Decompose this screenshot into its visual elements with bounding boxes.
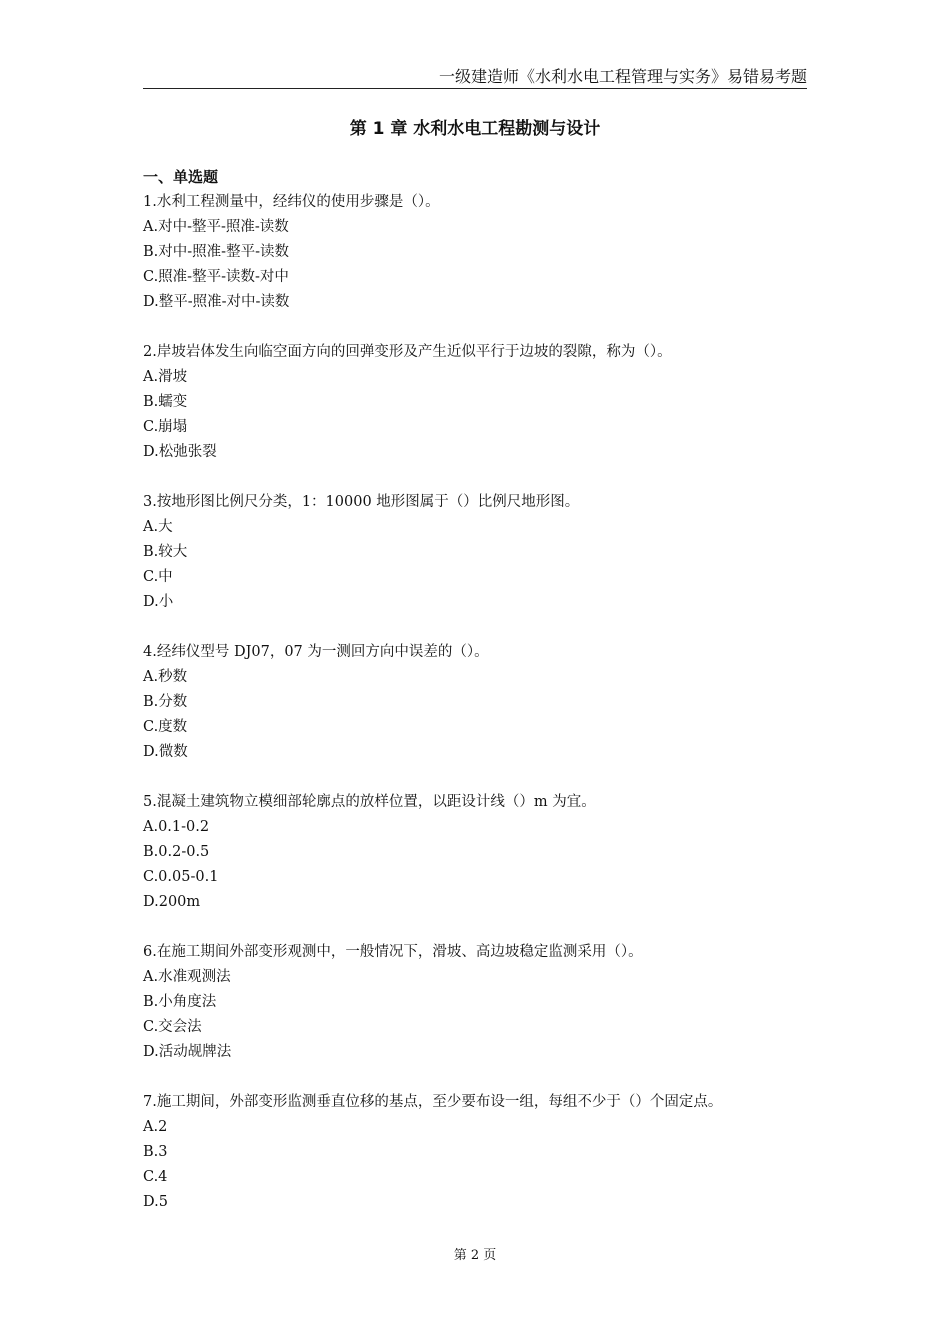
option-a: A.滑坡 <box>143 369 188 385</box>
option-a: A.2 <box>143 1119 168 1135</box>
question-text: 7.施工期间，外部变形监测垂直位移的基点，至少要布设一组，每组不少于（）个固定点。 <box>143 1094 723 1110</box>
page-header <box>143 66 807 89</box>
page-number: 第 2 页 <box>453 1248 497 1263</box>
header-title: 一级建造师《水利水电工程管理与实务》易错易考题 <box>438 67 807 86</box>
option-a: A.秒数 <box>143 669 188 685</box>
option-c: C.0.05-0.1 <box>143 869 219 885</box>
option-a: A.对中-整平-照准-读数 <box>143 219 289 235</box>
option-c: C.交会法 <box>143 1019 202 1035</box>
option-d: D.松弛张裂 <box>143 444 217 460</box>
question-text: 2.岸坡岩体发生向临空面方向的回弹变形及产生近似平行于边坡的裂隙，称为（）。 <box>143 344 672 360</box>
question-text: 6.在施工期间外部变形观测中，一般情况下，滑坡、高边坡稳定监测采用（）。 <box>143 944 643 960</box>
option-b: B.较大 <box>143 544 188 560</box>
option-c: C.照准-整平-读数-对中 <box>143 269 289 285</box>
document-body <box>143 165 823 1240</box>
question-2 <box>143 340 823 465</box>
option-d: D.活动觇牌法 <box>143 1044 232 1060</box>
option-a: A.0.1-0.2 <box>143 819 210 835</box>
option-d: D.整平-照准-对中-读数 <box>143 294 290 310</box>
question-text: 3.按地形图比例尺分类，1：10000 地形图属于（）比例尺地形图。 <box>143 494 580 510</box>
option-d: D.5 <box>143 1194 168 1210</box>
option-c: C.4 <box>143 1169 168 1185</box>
question-3 <box>143 490 823 615</box>
option-b: B.对中-照准-整平-读数 <box>143 244 289 260</box>
question-5 <box>143 790 823 915</box>
option-b: B.小角度法 <box>143 994 217 1010</box>
question-1 <box>143 190 823 315</box>
option-b: B.0.2-0.5 <box>143 844 210 860</box>
option-b: B.3 <box>143 1144 168 1160</box>
question-text: 5.混凝土建筑物立模细部轮廓点的放样位置，以距设计线（）m 为宜。 <box>143 794 596 810</box>
option-a: A.大 <box>143 519 173 535</box>
option-c: C.崩塌 <box>143 419 188 435</box>
option-d: D.微数 <box>143 744 188 760</box>
option-d: D.小 <box>143 594 174 610</box>
chapter-title: 第 1 章 水利水电工程勘测与设计 <box>349 119 601 139</box>
option-c: C.中 <box>143 569 173 585</box>
option-a: A.水准观测法 <box>143 969 231 985</box>
question-4 <box>143 640 823 765</box>
question-7 <box>143 1090 823 1215</box>
option-d: D.200m <box>143 894 201 910</box>
question-text: 1.水利工程测量中，经纬仪的使用步骤是（）。 <box>143 194 440 210</box>
question-6 <box>143 940 823 1065</box>
section-title: 一、单选题 <box>143 168 219 186</box>
option-c: C.度数 <box>143 719 188 735</box>
option-b: B.蠕变 <box>143 394 188 410</box>
option-b: B.分数 <box>143 694 188 710</box>
question-text: 4.经纬仪型号 DJ07，07 为一测回方向中误差的（）。 <box>143 644 489 660</box>
